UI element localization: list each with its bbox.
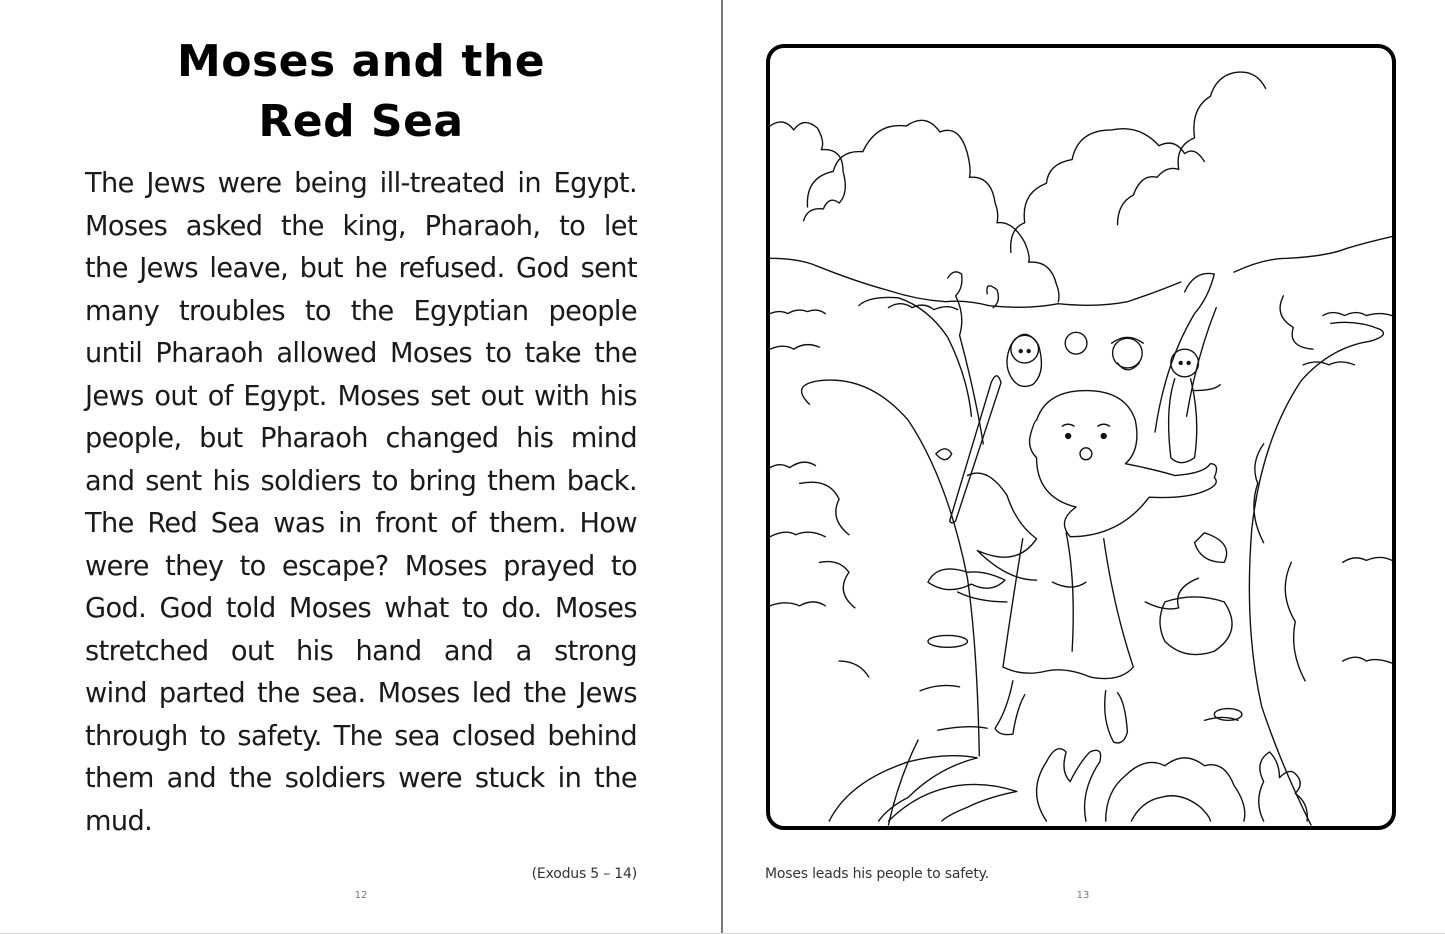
title-line-1: Moses and the [176, 36, 546, 87]
story-line: until Pharaoh allowed Moses to take the [85, 338, 637, 369]
story-line: them and the soldiers were stuck in the [85, 763, 637, 794]
page-number-right: 13 [1076, 890, 1090, 901]
left-water-wall-illustration [800, 272, 999, 825]
story-line: people, but Pharaoh changed his mind [85, 423, 637, 454]
puddles-illustration [920, 533, 1242, 730]
page-number-left: 12 [354, 890, 368, 901]
right-water-wall-illustration [1155, 273, 1383, 825]
right-page [723, 0, 1445, 934]
title-line-2: Red Sea [258, 96, 464, 147]
people-crowd-illustration [1007, 332, 1220, 462]
story-text [85, 163, 637, 843]
left-page [0, 0, 722, 934]
story-line: through to safety. The sea closed behind [85, 720, 637, 752]
story-line: wind parted the sea. Moses led the Jews [85, 678, 637, 709]
story-line: God. God told Moses what to do. Moses [85, 593, 637, 624]
story-line: mud. [85, 805, 153, 837]
story-line: were they to escape? Moses prayed to [85, 550, 637, 582]
story-line: stretched out his hand and a strong [85, 635, 637, 667]
scripture-reference: (Exodus 5 – 14) [531, 866, 637, 882]
story-line: The Red Sea was in front of them. How [85, 508, 637, 539]
illustration-caption: Moses leads his people to safety. [765, 866, 989, 882]
clouds-illustration [770, 72, 1266, 302]
coral-illustration [829, 749, 1307, 821]
story-title [90, 32, 632, 152]
coloring-illustration [766, 44, 1396, 830]
story-line: many troubles to the Egyptian people [85, 295, 637, 327]
story-line: The Jews were being ill-treated in Egypt. [85, 168, 637, 199]
moses-figure-illustration [958, 391, 1217, 743]
story-line: Jews out of Egypt. Moses set out with his [85, 380, 637, 412]
story-line: Moses asked the king, Pharaoh, to let [85, 210, 637, 242]
story-line: and sent his soldiers to bring them back. [85, 465, 637, 497]
story-line: the Jews leave, but he refused. God sent [85, 253, 637, 284]
